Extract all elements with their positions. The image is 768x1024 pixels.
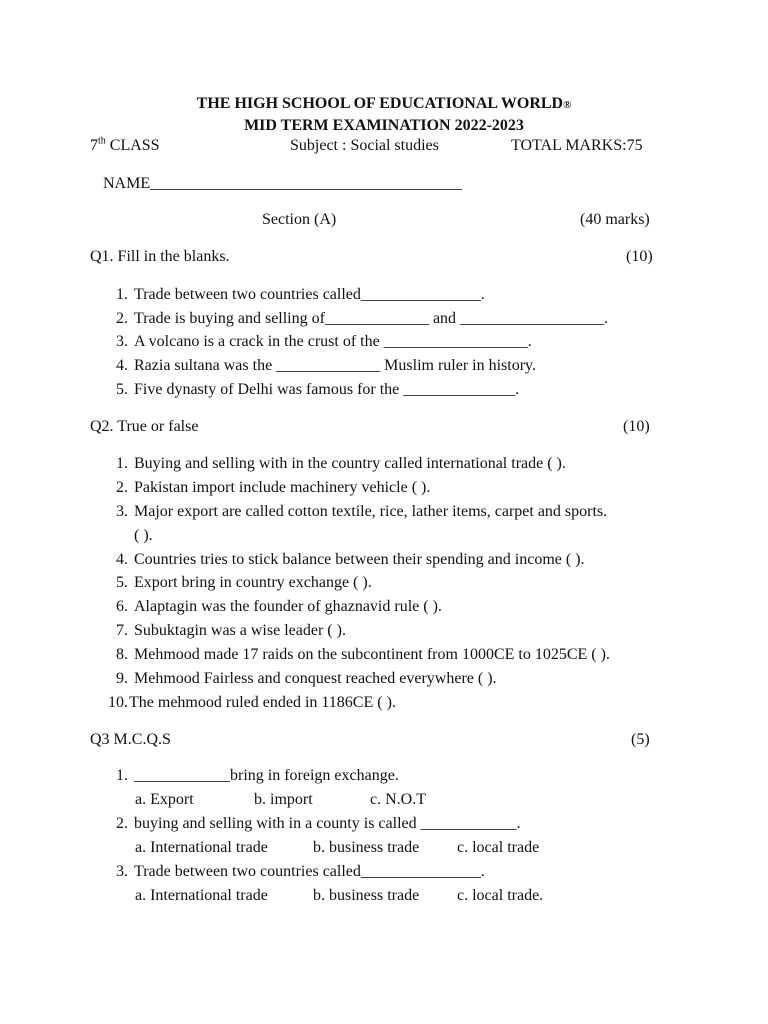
list-item: 3. Trade between two countries called_______________. <box>116 863 485 880</box>
subject-label: Subject : Social studies <box>290 137 439 154</box>
name-field[interactable]: NAME_______________________________________ <box>103 175 463 192</box>
list-item: 5. Export bring in country exchange ( ). <box>116 574 372 591</box>
class-label <box>90 136 160 156</box>
list-item: 7. Subuktagin was a wise leader ( ). <box>116 622 346 639</box>
section-title: Section (A) <box>262 211 337 228</box>
list-item: 3. Major export are called cotton textile, rice, lather items, carpet and sports. <box>116 503 608 520</box>
class-number: 7 <box>90 137 98 154</box>
class-superscript: th <box>98 135 106 147</box>
school-title <box>0 94 768 115</box>
section-marks: (40 marks) <box>580 211 650 228</box>
option: a. International trade <box>135 839 268 856</box>
list-item-continuation: ( ). <box>134 527 153 544</box>
q1-heading: Q1. Fill in the blanks. <box>90 248 230 265</box>
option: b. import <box>254 791 313 808</box>
class-text: CLASS <box>109 137 160 154</box>
option: a. International trade <box>135 887 268 904</box>
list-item: 9. Mehmood Fairless and conquest reached everywhere ( ). <box>116 670 497 687</box>
q3-marks: (5) <box>631 731 650 748</box>
list-item: 1. Trade between two countries called_______________. <box>116 286 485 303</box>
list-item: 2. buying and selling with in a county is called ____________. <box>116 815 521 832</box>
q3-heading: Q3 M.C.Q.S <box>90 731 171 748</box>
option: b. business trade <box>313 887 420 904</box>
exam-title: MID TERM EXAMINATION 2022-2023 <box>244 117 524 134</box>
list-item: 5. Five dynasty of Delhi was famous for the ______________. <box>116 381 520 398</box>
school-name: THE HIGH SCHOOL OF EDUCATIONAL WORLD <box>196 95 564 112</box>
list-item: 1. ____________bring in foreign exchange. <box>116 767 399 784</box>
list-item: 8. Mehmood made 17 raids on the subcontinent from 1000CE to 1025CE ( ). <box>116 646 610 663</box>
q2-heading: Q2. True or false <box>90 418 199 435</box>
list-item: 4. Countries tries to stick balance between their spending and income ( ). <box>116 551 585 568</box>
list-item: 3. A volcano is a crack in the crust of the __________________. <box>116 333 532 350</box>
list-item: 2. Trade is buying and selling of_____________ and __________________. <box>116 310 609 327</box>
option: c. local trade. <box>457 887 544 904</box>
mcq-options <box>135 886 543 906</box>
option: a. Export <box>135 791 194 808</box>
option: c. local trade <box>457 839 540 856</box>
list-item: 2. Pakistan import include machinery vehicle ( ). <box>116 479 431 496</box>
q1-marks: (10) <box>626 248 653 265</box>
total-marks: TOTAL MARKS:75 <box>511 137 643 154</box>
list-item: 10.The mehmood ruled ended in 1186CE ( ). <box>108 694 396 711</box>
list-item: 4. Razia sultana was the _____________ Muslim ruler in history. <box>116 357 537 374</box>
list-item: 1. Buying and selling with in the country called international trade ( ). <box>116 455 566 472</box>
registered-mark: ® <box>563 99 572 111</box>
list-item: 6. Alaptagin was the founder of ghaznavid rule ( ). <box>116 598 442 615</box>
option: c. N.O.T <box>370 791 426 808</box>
mcq-options <box>135 838 539 858</box>
mcq-options <box>135 790 426 810</box>
q2-marks: (10) <box>623 418 650 435</box>
option: b. business trade <box>313 839 420 856</box>
